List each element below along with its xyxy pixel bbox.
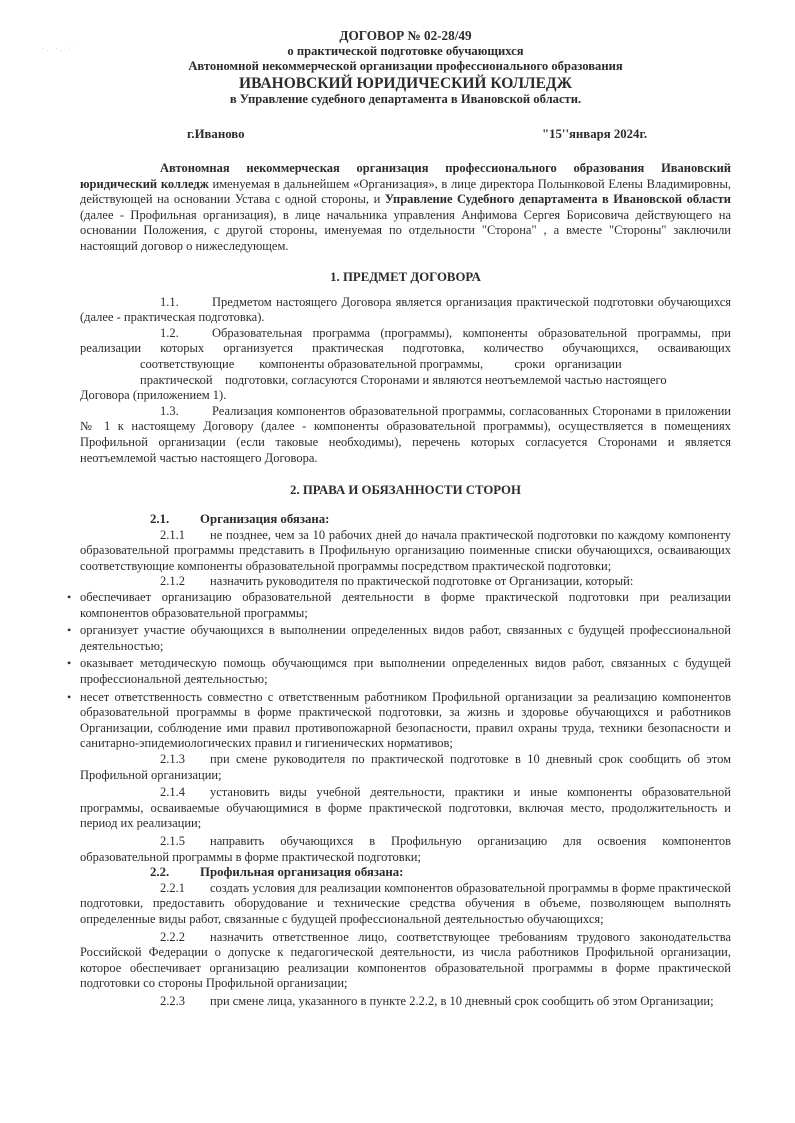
clause-number: 2.2.2 <box>160 929 185 944</box>
bullet-icon: • <box>67 656 72 671</box>
header-counterparty: в Управление судебного департамента в Ивановской области. <box>229 91 582 106</box>
clause-text: создать условия для реализации компонентов образовательной программы в форме практической подготовки, предоставить оборудование и технические средства обучения в объеме, позволяющем выполнять определенные виды работ, связанные с будущей профессиональной деятельностью обучающихся; <box>80 880 731 926</box>
clause-2-1-5 <box>80 834 731 865</box>
header-org-name: ИВАНОВСКИЙ ЮРИДИЧЕСКИЙ КОЛЛЕДЖ <box>239 74 572 92</box>
subsection-title: Профильная организация обязана: <box>200 865 404 880</box>
clause-text: направить обучающихся в Профильную организацию для освоения компонентов образовательной программы в форме практической подготовки; <box>80 833 731 864</box>
clause-1-3 <box>80 404 731 466</box>
clause-1-2-cont-3: Договора (приложением 1). <box>80 388 227 403</box>
subsection-title: Организация обязана: <box>200 512 330 527</box>
clause-text: при смене лица, указанного в пункте 2.2.2, в 10 дневный срок сообщить об этом Организации; <box>210 993 714 1008</box>
profile-org-name-bold: Управление Судебного департамента в Ивановской области <box>384 192 731 207</box>
clause-2-1-2 <box>80 574 731 590</box>
clause-number: 2.2.1 <box>160 880 185 895</box>
document-header <box>80 28 731 107</box>
supervisor-duties-list <box>67 590 731 752</box>
clause-text: назначить руководителя по практической подготовке от Организации, который: <box>210 574 634 589</box>
contract-date: "15''января 2024г. <box>542 127 648 141</box>
bullet-item <box>67 590 731 621</box>
clause-number: 2.2.3 <box>160 993 185 1008</box>
bullet-text: организует участие обучающихся в выполнении определенных видов работ, связанных с будущей профессиональной деятельностью; <box>80 623 731 653</box>
section-2-title: 2. ПРАВА И ОБЯЗАННОСТИ СТОРОН <box>290 483 521 498</box>
bullet-item <box>67 656 731 687</box>
clause-1-1 <box>80 295 731 326</box>
place-date-line <box>80 127 731 143</box>
bullet-icon: • <box>67 590 72 605</box>
clause-number: 2.1.3 <box>160 752 185 766</box>
clause-number: 1.3. <box>160 403 179 418</box>
clause-2-1-3 <box>80 752 731 783</box>
bullet-text: несет ответственность совместно с ответственным работником Профильной организации за реализацию компонентов образовательной программы в форме практической подготовки, за жизнь и здоровье обучающихся и работников Организации, соблюдение ими правил противопожарной безопасности, правил охраны труда, техники безопасности и санитарно-эпидемиологических правил и гигиенических нормативов; <box>80 689 731 751</box>
contract-city: г.Иваново <box>187 127 245 141</box>
subsection-number: 2.2. <box>150 865 170 880</box>
clause-text: Предметом настоящего Договора является организация практической подготовки обучающихся (далее - практическая подготовка). <box>80 294 731 325</box>
preamble-text-1: именуемая в дальнейшем «Организация», в лице директора Полынковой Елены Владимировны, действующей на основании Устава с одной стороны, и <box>80 176 731 207</box>
clause-number: 2.1.2 <box>160 574 185 589</box>
clause-text: при смене руководителя по практической подготовке в 10 дневный срок сообщить об этом Профильной организации; <box>80 752 731 782</box>
clause-2-1-1 <box>80 528 731 575</box>
scan-artifact: ·. ·.ˑ· ˑ <box>42 44 82 53</box>
header-org-type: Автономной некоммерческой организации профессионального образования <box>188 59 623 73</box>
clause-number: 2.1.4 <box>160 785 185 800</box>
clause-text: назначить ответственное лицо, соответствующее требованиям трудового законодательства Российской Федерации о допуске к педагогической деятельности, из числа работников Профильной организации, которое обеспечивает организацию реализации компонентов образовательной программы в форме практической подготовки со стороны Профильной организации; <box>80 929 731 991</box>
clause-text: Реализация компонентов образовательной программы, согласованных Сторонами в приложении № 1 к настоящему Договору (далее - компоненты образовательной программы), осуществляется в помещениях Профильной организации (если таковые необходимы), перечень которых согласуется Сторонами и является неотъемлемой частью настоящего Договора. <box>80 403 731 465</box>
bullet-item <box>67 623 731 654</box>
bullet-icon: • <box>67 623 72 638</box>
clause-1-2-cont-1: соответствующие компоненты образовательной программы, сроки организации <box>140 356 622 371</box>
preamble-text-2: (далее - Профильная организация), в лице начальника управления Анфимова Сергея Борисовича действующего на основании Положения, с другой стороны, именуемая по отдельности "Сторона" , а вместе "Стороны" заключили настоящий договор о нижеследующем. <box>80 207 731 253</box>
clause-2-1-4 <box>80 785 731 832</box>
clause-number: 1.1. <box>160 294 179 309</box>
clause-text: Образовательная программа (программы), компоненты образовательной программы, при реализации которых организуется практическая подготовка, количество обучающихся, осваивающих <box>80 325 731 356</box>
clause-number: 2.1.1 <box>160 527 185 542</box>
bullet-text: оказывает методическую помощь обучающимся при выполнении определенных видов работ, связанных с будущей профессиональной деятельностью; <box>80 656 731 687</box>
clause-2-2-3 <box>80 994 731 1010</box>
clause-2-2-2 <box>80 930 731 992</box>
bullet-text: обеспечивает организацию образовательной деятельности в форме практической подготовки при реализации компонентов образовательной программы; <box>80 590 731 620</box>
clause-text: установить виды учебной деятельности, практики и иные компоненты образовательной программы, осваиваемые обучающимися в форме практической подготовки, включая место, продолжительность и период их реализации; <box>80 785 731 831</box>
org-name-bold: Автономная некоммерческая организация профессионального образования Ивановский юридический колледж <box>80 161 731 191</box>
clause-number: 1.2. <box>160 325 179 340</box>
clause-2-2-1 <box>80 881 731 928</box>
clause-text: не позднее, чем за 10 рабочих дней до начала практической подготовки по каждому компоненту образовательной программы представить в Профильную организацию поименные списки обучающихся, осваивающих соответствующие компоненты образовательной программы посредством практической подготовки; <box>80 527 731 573</box>
subsection-2-1-heading <box>80 512 731 528</box>
preamble <box>80 161 731 255</box>
clause-1-2 <box>80 326 731 357</box>
header-subtitle: о практической подготовке обучающихся <box>287 43 524 58</box>
clause-number: 2.1.5 <box>160 833 185 848</box>
contract-title: ДОГОВОР № 02-28/49 <box>339 28 472 43</box>
section-1-title: 1. ПРЕДМЕТ ДОГОВОРА <box>330 269 481 284</box>
subsection-number: 2.1. <box>150 512 170 527</box>
bullet-icon: • <box>67 689 72 704</box>
clause-1-2-cont-2: практической подготовки, согласуются Сторонами и являются неотъемлемой частью настоящего <box>140 372 667 387</box>
contract-page <box>67 0 731 1010</box>
subsection-2-2-heading <box>80 865 731 881</box>
bullet-item <box>67 689 731 752</box>
